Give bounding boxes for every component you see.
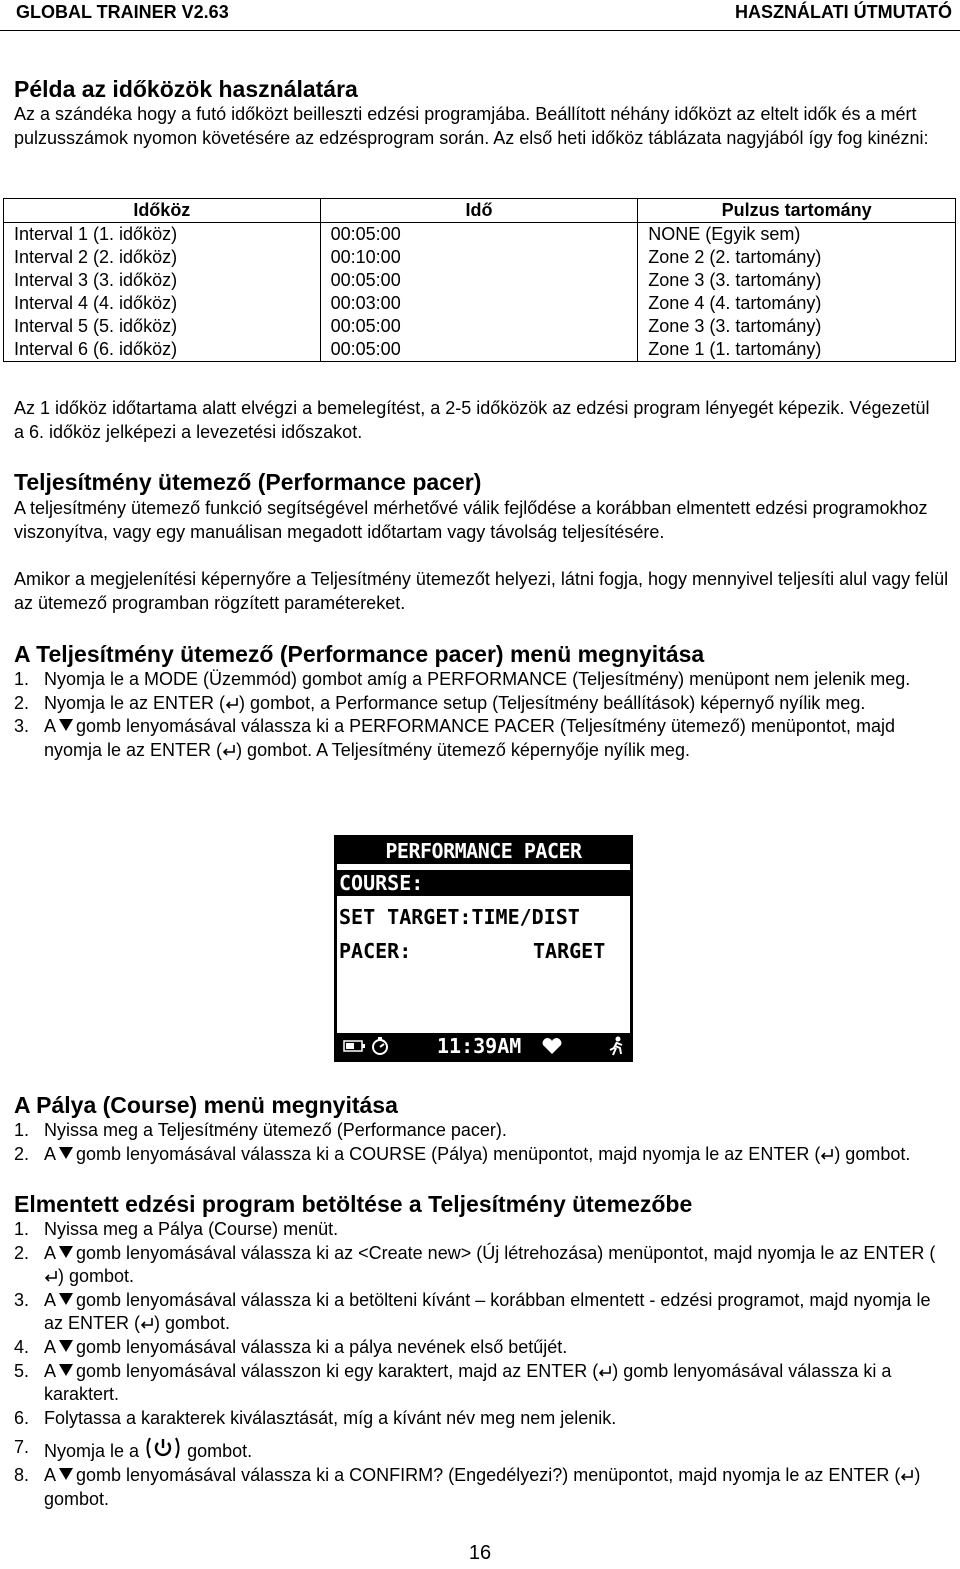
list-item: 1. Nyissa meg a Pálya (Course) menüt. xyxy=(14,1219,339,1239)
list-item: 1. Nyomja le a MODE (Üzemmód) gombot amíg a PERFORMANCE (Teljesítmény) menüpont nem jelenik meg. xyxy=(14,669,911,689)
down-arrow-icon xyxy=(59,1246,73,1258)
list-item: 2. A gomb lenyomásával válassza ki a COURSE (Pálya) menüpontot, majd nyomja le az ENTER ( ) gombot. xyxy=(14,1143,911,1164)
enter-key-icon xyxy=(598,1364,612,1378)
table-row xyxy=(4,315,956,338)
list-item: 4. A gomb lenyomásával válassza ki a pálya nevének első betűjét. xyxy=(14,1336,568,1357)
list-item: 3. A gomb lenyomásával válassza ki a PERFORMANCE PACER (Teljesítmény ütemező) menüpontot, majd nyomja le az ENTER ( ) gombot. A Teljesítmény ütemező képernyője nyílik meg. xyxy=(14,716,895,760)
runner-icon xyxy=(607,1036,625,1056)
course-menu-steps xyxy=(14,1119,944,1166)
list-item: 2. Nyomja le az ENTER ( ) gombot, a Performance setup (Teljesítmény beállítások) képernyő nyílik meg. xyxy=(14,692,866,713)
after-table-paragraph: Az 1 időköz időtartama alatt elvégzi a bemelegítést, a 2-5 időközök az edzési program lényegét képezik. Végezetül a 6. időköz jelképezi a levezetési időszakot. xyxy=(14,398,930,442)
section-title-performance-pacer: Teljesítmény ütemező (Performance pacer) xyxy=(14,469,482,495)
section-title-course-menu: A Pálya (Course) menü megnyitása xyxy=(14,1092,398,1118)
down-arrow-icon xyxy=(59,719,73,731)
list-item: 2. A gomb lenyomásával válassza ki az <Create new> (Új létrehozása) menüpontot, majd nyomja le az ENTER () gombot. xyxy=(14,1242,936,1287)
table-cell: Interval 4 (4. időköz) xyxy=(4,292,321,315)
interval-table xyxy=(3,198,956,362)
table-cell: Zone 3 (3. tartomány) xyxy=(638,269,956,292)
table-row xyxy=(4,223,956,247)
pacer-paragraph-1: A teljesítmény ütemező funkció segítségével mérhetővé válik fejlődése a korábban elmentett edzési programokhoz viszonyítva, vagy egy manuálisan megadott időtartam vagy távolság teljesítésére. xyxy=(14,498,928,542)
stopwatch-icon xyxy=(370,1036,390,1056)
enter-key-icon xyxy=(44,1269,58,1283)
load-program-steps xyxy=(14,1218,944,1511)
screen-clock: 11:39AM xyxy=(437,1034,522,1058)
col-header-pulse-range: Pulzus tartomány xyxy=(638,199,956,223)
header-manual: HASZNÁLATI ÚTMUTATÓ xyxy=(735,2,952,22)
screen-pacer-value: TARGET xyxy=(533,939,606,963)
section-title-intervals: Példa az időközök használatára xyxy=(14,76,358,102)
enter-key-icon xyxy=(222,743,236,757)
header-product: GLOBAL TRAINER V2.63 xyxy=(16,2,229,22)
table-cell: Interval 2 (2. időköz) xyxy=(4,246,321,269)
table-cell: NONE (Egyik sem) xyxy=(638,223,956,247)
table-row xyxy=(4,246,956,269)
down-arrow-icon xyxy=(59,1293,73,1305)
table-cell: Interval 6 (6. időköz) xyxy=(4,338,321,362)
enter-key-icon xyxy=(140,1316,154,1330)
table-cell: 00:10:00 xyxy=(320,246,638,269)
enter-key-icon xyxy=(820,1147,834,1161)
section-title-open-pacer-menu: A Teljesítmény ütemező (Performance pacer) menü megnyitása xyxy=(14,641,705,667)
table-row xyxy=(4,269,956,292)
list-item: 7. Nyomja le a gombot. xyxy=(14,1437,253,1462)
table-cell: 00:05:00 xyxy=(320,338,638,362)
down-arrow-icon xyxy=(59,1147,73,1159)
col-header-interval: Időköz xyxy=(4,199,321,223)
col-header-time: Idő xyxy=(320,199,638,223)
table-cell: Zone 1 (1. tartomány) xyxy=(638,338,956,362)
table-cell: 00:05:00 xyxy=(320,269,638,292)
down-arrow-icon xyxy=(59,1340,73,1352)
power-button-icon xyxy=(144,1436,182,1460)
list-item: 6. Folytassa a karakterek kiválasztását, míg a kívánt név meg nem jelenik. xyxy=(14,1407,617,1428)
section-title-load-program: Elmentett edzési program betöltése a Teljesítmény ütemezőbe xyxy=(14,1191,693,1217)
screen-status-bar xyxy=(337,1033,630,1059)
device-screen xyxy=(334,835,633,1062)
list-item: 1. Nyissa meg a Teljesítmény ütemező (Performance pacer). xyxy=(14,1120,507,1140)
down-arrow-icon xyxy=(59,1364,73,1376)
pacer-paragraph-2: Amikor a megjelenítési képernyőre a Teljesítmény ütemezőt helyezi, látni fogja, hogy mennyivel teljesíti alul vagy felül az ütemező programban rögzített paramétereket. xyxy=(14,569,949,613)
table-cell: Interval 3 (3. időköz) xyxy=(4,269,321,292)
intervals-paragraph: Az a szándéka hogy a futó időközt beilleszti edzési programjába. Beállított néhány időközt az eltelt idők és a mért pulzusszámok nyomon követésére az edzésprogram során. Az első heti időköz táblázata nagyjából így fog kinézni: xyxy=(14,104,929,148)
table-cell: Interval 5 (5. időköz) xyxy=(4,315,321,338)
enter-key-icon xyxy=(225,696,239,710)
table-cell: 00:05:00 xyxy=(320,315,638,338)
list-item: 3. A gomb lenyomásával válassza ki a betölteni kívánt – korábban elmentett - edzési programot, majd nyomja le az ENTER ( ) gombot. xyxy=(14,1289,931,1334)
table-cell: Zone 3 (3. tartomány) xyxy=(638,315,956,338)
heart-icon xyxy=(541,1037,563,1055)
table-cell: 00:03:00 xyxy=(320,292,638,315)
table-cell: Zone 4 (4. tartomány) xyxy=(638,292,956,315)
battery-icon xyxy=(343,1040,365,1052)
down-arrow-icon xyxy=(59,1468,73,1480)
table-row xyxy=(4,292,956,315)
screen-course-item: COURSE: xyxy=(337,870,630,896)
screen-pacer-label: PACER: xyxy=(339,939,412,963)
screen-set-target-item: SET TARGET:TIME/DIST xyxy=(339,905,580,929)
page-header xyxy=(0,0,960,31)
enter-key-icon xyxy=(900,1468,914,1482)
table-cell: Zone 2 (2. tartomány) xyxy=(638,246,956,269)
page-number: 16 xyxy=(468,1542,492,1564)
table-cell: Interval 1 (1. időköz) xyxy=(4,223,321,247)
pacer-menu-steps xyxy=(14,668,944,762)
table-header-row xyxy=(4,199,956,223)
table-cell: 00:05:00 xyxy=(320,223,638,247)
screen-title: PERFORMANCE PACER xyxy=(337,838,630,864)
list-item: 5. A gomb lenyomásával válasszon ki egy karaktert, majd az ENTER ( ) gomb lenyomásával válassza ki a karaktert. xyxy=(14,1360,892,1405)
table-row xyxy=(4,338,956,362)
list-item: 8. A gomb lenyomásával válassza ki a CONFIRM? (Engedélyezi?) menüpontot, majd nyomja le az ENTER ( ) gombot. xyxy=(14,1464,921,1509)
